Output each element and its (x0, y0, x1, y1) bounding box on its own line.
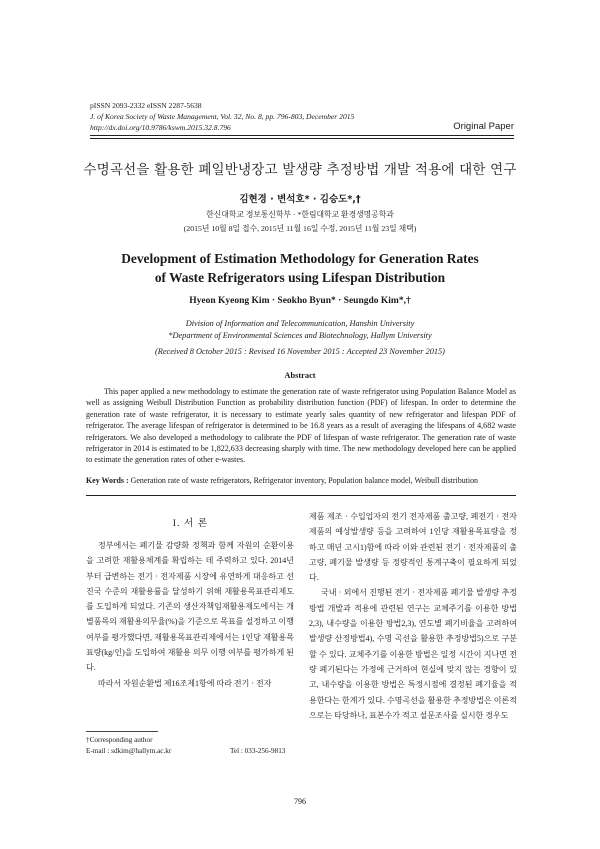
footnote (86, 735, 326, 756)
abstract-text: This paper applied a new methodology to estimate the generation rate of waste refrigerator using Population Balance Model as well as assigning Weibull Distribution Function as probability distribution function (PDF) of lifespan. In order to determine the generation rate of waste refrigerator, it is necessary to estimate yearly sales quantity of new refrigerator and lifespan PDF of refrigerator. The average lifespan of refrigerator is determined to be 16.8 years as a result of averaging the lifespans of 4,682 waste refrigerators. We also developed a methodology to calibrate the PDF of lifespan of waste refrigerator. The generation rate of waste refrigerator in 2014 is estimated to be 1,822,633 decreasing sharply with time. The new methodology developed here can be applied to estimate the generation rates of other e-wastes. (86, 387, 516, 465)
paragraph: 제품 제조 · 수입업자의 전기 전자제품 출고량, 폐전기 · 전자제품의 예상발생량 등을 고려하여 1인당 재활용목표량을 정하고 매년 고시1)함에 따라 이와 관련된 전기 · 전자제품의 출고량, 폐기물 발생량 등 정량적인 통계구축이 필요하게 되었다. (309, 512, 517, 583)
paragraph: 국내 · 외에서 진행된 전기 · 전자제품 폐기물 발생량 추정방법 개발과 적용에 관련된 연구는 교체주기를 이용한 방법2,3), 내수량을 이용한 방법2,3), 연도별 폐기비율을 고려하여 발생량 산정방법4), 수명 곡선을 활용한 추정방법5)으로 구분할 수 있다. 교체주기를 이용한 방법은 일정 시간이 지나면 전량 폐기된다는 가정에 근거하여 현실에 맞지 않는 경향이 있고, 내수량을 이용한 방법은 특정시점에 결정된 폐기율을 적용한다는 한계가 있다. 수명곡선을 활용한 추정방법은 이론적으로는 타당하나, 표본수가 적고 설문조사를 실시한 경우도 (309, 588, 517, 720)
english-title (0, 249, 600, 287)
issn-line: pISSN 2093-2332 eISSN 2287-5638 (90, 101, 202, 110)
english-authors: Hyeon Kyeong Kim · Seokho Byun* · Seungdo Kim*,† (189, 296, 411, 306)
header-divider-thin (90, 138, 514, 139)
keywords-text: Generation rate of waste refrigerators, Refrigerator inventory, Population balance model, Weibull distribution (130, 476, 479, 485)
author-email[interactable]: E-mail : sdkim@hallym.ac.kr (86, 746, 172, 755)
english-dates: (Received 8 October 2015 : Revised 16 November 2015 : Accepted 23 November 2015) (155, 347, 445, 356)
header-divider (90, 135, 514, 136)
affiliation-line-1: Division of Information and Telecommunication, Hanshin University (185, 319, 415, 328)
korean-dates: (2015년 10월 8일 접수, 2015년 11월 16일 수정, 2015년 11월 23일 채택) (183, 224, 417, 233)
english-title-line-2: of Waste Refrigerators using Lifespan Distribution (154, 270, 446, 285)
keywords (86, 476, 516, 485)
section-heading-introduction: I. 서 론 (172, 518, 209, 529)
paragraph: 따라서 자원순환법 제16조제1항에 따라 전기 · 전자 (98, 678, 272, 688)
journal-header (90, 100, 354, 133)
korean-affiliation: 한신대학교 정보통신학부 · *한림대학교 환경생명공학과 (206, 210, 394, 219)
english-title-line-1: Development of Estimation Methodology for Generation Rates (121, 251, 479, 266)
affiliation-line-2: *Department of Environmental Sciences and Biotechnology, Hallym University (168, 330, 432, 340)
english-affiliation (0, 318, 600, 341)
footnote-divider (86, 731, 158, 732)
korean-title: 수명곡선을 활용한 폐일반냉장고 발생량 추정방법 개발 적용에 대한 연구 (83, 162, 517, 178)
journal-citation: J. of Korea Society of Waste Management, Vol. 32, No. 8, pp. 796-803, December 2015 (90, 112, 355, 121)
abstract-heading: Abstract (284, 371, 316, 380)
body-column-right (309, 509, 517, 723)
abstract-divider (86, 495, 516, 496)
korean-authors: 김현경 · 변석호* · 김승도*,† (239, 194, 361, 205)
paragraph: 정부에서는 폐기물 감량화 정책과 함께 자원의 순환이용을 고려한 재활용체계를 확립하는 데 주력하고 있다. 2014년부터 급변하는 전기 · 전자제품 시장에 유연하게 대응하고 선진국 수준의 재활용률을 달성하기 위해 재활용목표관리제도를 도입하게 되었다. 기존의 생산자책임재활용제도에서는 개별품목의 재활용의무율(%)을 기준으로 목표를 설정하고 이행 여부를 평가했다면, 재활용목표관리제에서는 1인당 재활용목표량(kg/인)을 도입하여 재활용 의무 이행 여부를 평가하게 된다. (86, 541, 294, 673)
article-type-label: Original Paper (453, 121, 514, 132)
body-column-left (86, 538, 294, 691)
doi-link[interactable]: http://dx.doi.org/10.9786/kswm.2015.32.8.796 (90, 123, 231, 132)
corresponding-author-note: †Corresponding author (86, 736, 153, 744)
page-number: 796 (294, 797, 306, 806)
author-phone: Tel : 033-256-9813 (230, 746, 286, 755)
keywords-label: Key Words : (86, 476, 129, 485)
